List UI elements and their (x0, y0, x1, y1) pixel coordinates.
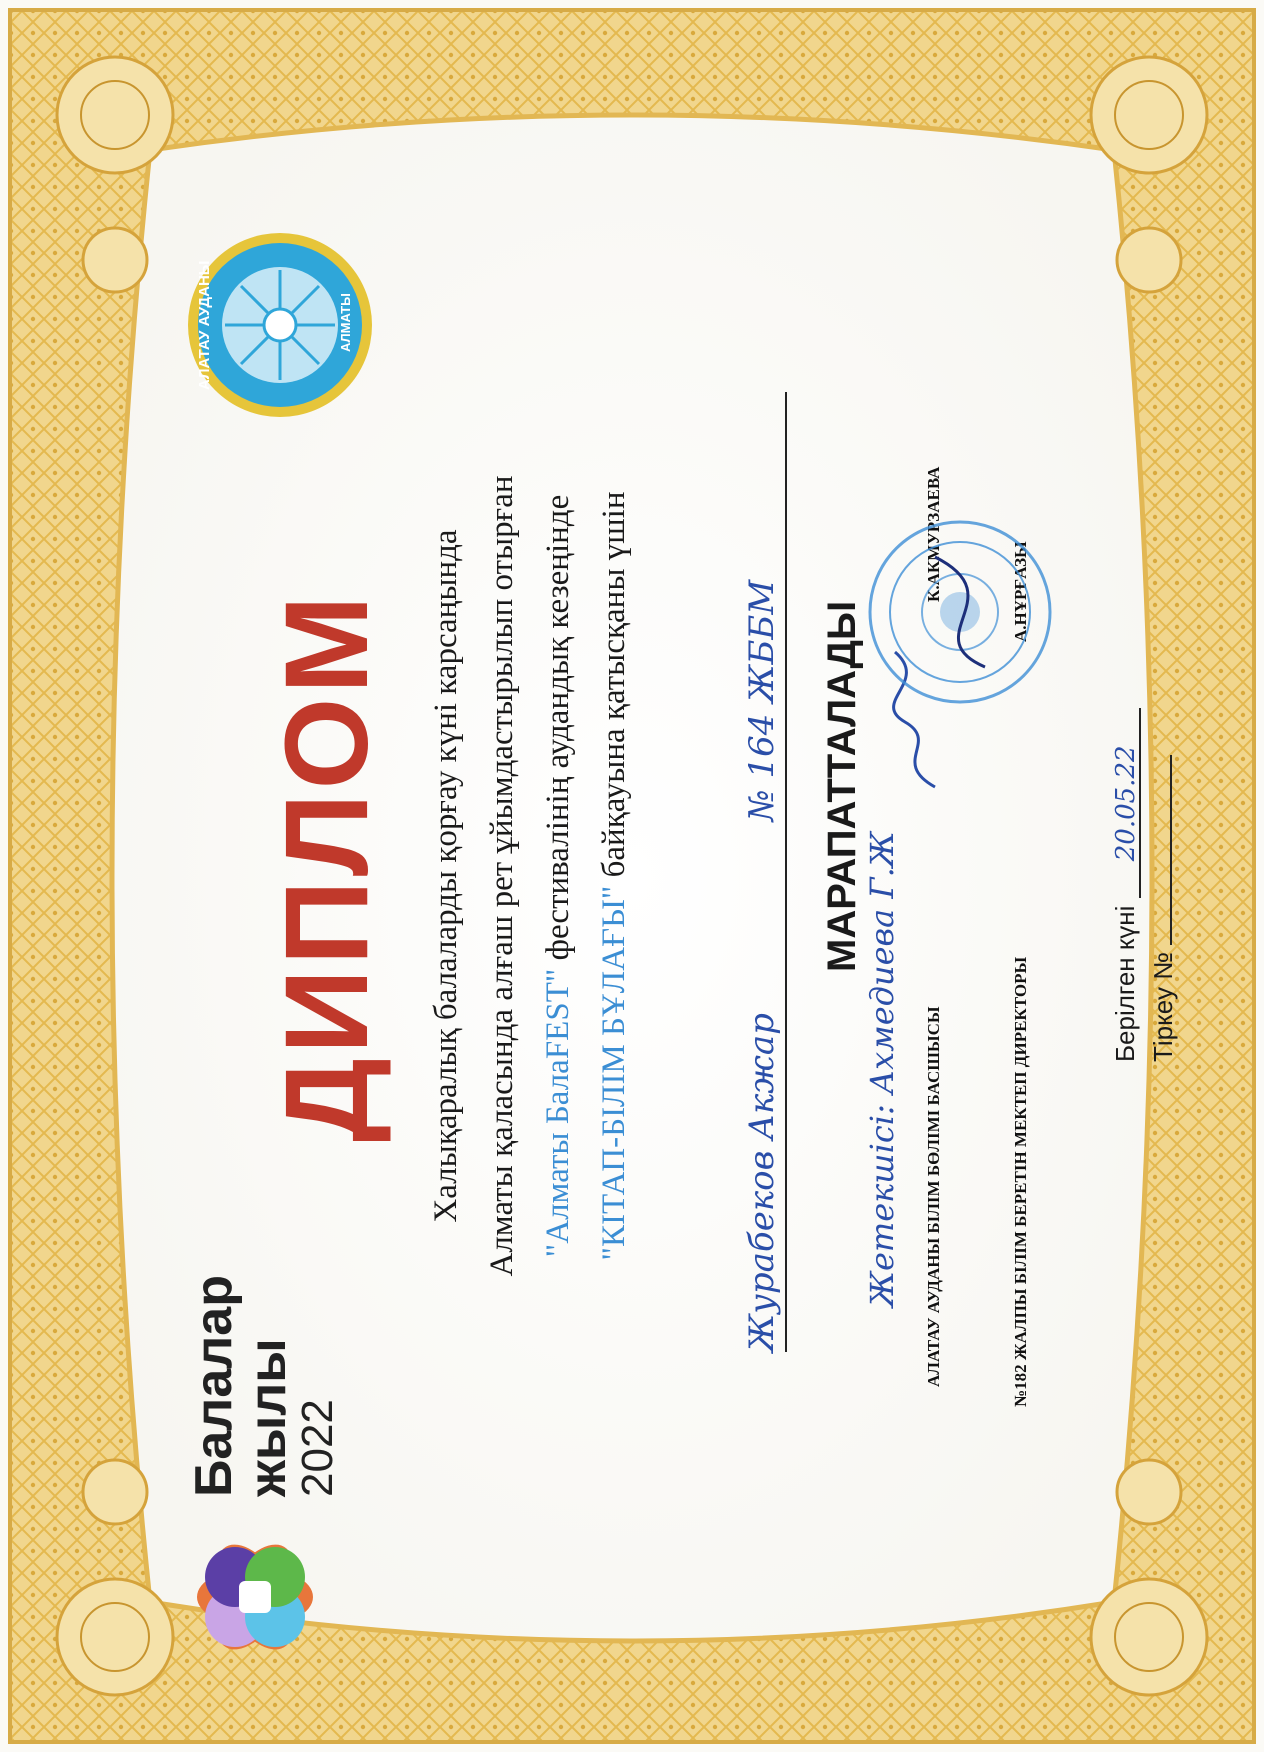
school-stamp-icon (865, 517, 1055, 707)
head1-title: АЛАТАУ АУДАНЫ БІЛІМ БӨЛІМІ БАСШЫСЫ (924, 1006, 943, 1387)
issued-row (1110, 708, 1141, 1062)
issued-date: 20.05.22 (1113, 708, 1141, 898)
recipient-school: № 164 ЖББМ (742, 579, 782, 822)
logo-line2: жылы (239, 1338, 297, 1497)
issued-label: Берілген күні (1110, 905, 1140, 1062)
register-label: Тіркеу № (1148, 951, 1178, 1062)
body-line-4: "КІТАП-БІЛІМ БҰЛАҒЫ" байқауына қатысқаны үшін (596, 491, 632, 1261)
balalar-flower-logo-icon (170, 1512, 340, 1682)
supervisor: Жетекшісі: Ахмедиева Г.Ж (863, 831, 901, 1307)
logo-line1: Балалар (185, 1275, 243, 1497)
head2-title: №182 ЖАЛПЫ БІЛІМ БЕРЕТІН МЕКТЕП ДИРЕКТОРЫ (1011, 956, 1030, 1407)
emblem-bottom-text: АЛМАТЫ (338, 293, 353, 352)
head1-name: К.АКМУРЗАЕВА (924, 466, 943, 602)
recipient-name: Журабеков Акжар (742, 1013, 782, 1352)
body-line-1: Халықаралық балаларды қорғау күні карсаңында (428, 529, 464, 1223)
festival-name: "Алматы БалаFEST" (540, 968, 576, 1258)
head2-name: А.НҰРҒАЗЫ (1011, 541, 1030, 642)
body-line-3: "Алматы БалаFEST" фестивалінің аудандық кезеңінде (540, 494, 576, 1258)
contest-name: "КІТАП-БІЛІМ БҰЛАҒЫ" (596, 885, 632, 1261)
register-row (1148, 755, 1179, 1062)
awarded-label: МАРАПАТТАЛАДЫ (820, 600, 864, 972)
emblem-top-text: АЛАТАУ АУДАНЫ (196, 260, 213, 390)
diploma-title: ДИПЛОМ (261, 591, 393, 1142)
body-line-2: Алматы қаласында алғаш рет ұйымдастырылып отырған (484, 475, 520, 1277)
recipient-line (742, 392, 787, 1352)
logo-year: 2022 (293, 1399, 342, 1497)
